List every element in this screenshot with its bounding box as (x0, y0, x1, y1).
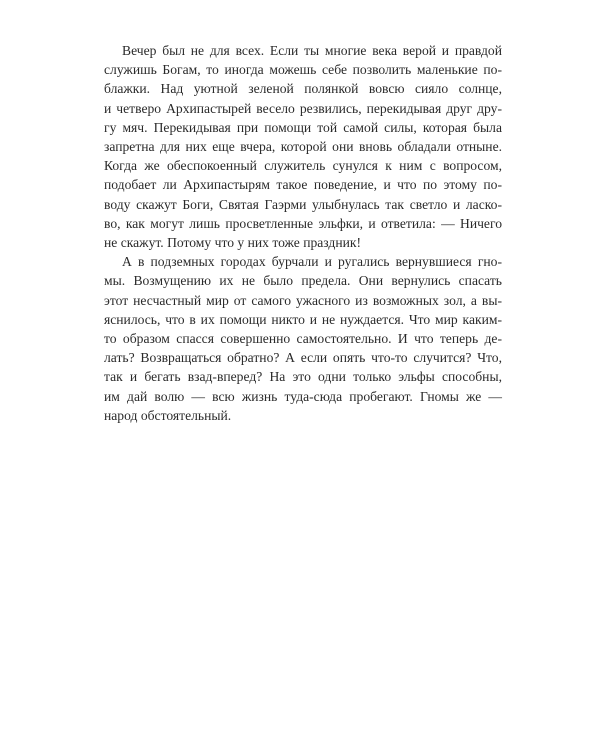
text-line: подобает ли Архипастырям такое поведение, и что по этому по- (104, 177, 502, 193)
text-line: Вечер был не для всех. Если ты многие века верой и правдой (122, 43, 502, 58)
text-line: то образом спасся совершенно самостоятельно. И что теперь де- (104, 331, 502, 347)
text-line: лать? Возвращаться обратно? А если опять что-то случится? Что, (104, 350, 502, 366)
text-line: и четверо Архипастырей весело резвились, перекидывая друг дру- (104, 100, 502, 116)
paragraph-1 (104, 41, 502, 252)
paragraph-2 (104, 252, 502, 425)
text-line: блажки. Над уютной зеленой полянкой вовсю сияло солнце, (104, 81, 502, 97)
text-line: Когда же обеспокоенный служитель сунулся к ним с вопросом, (104, 158, 502, 174)
text-line: так и бегать взад-вперед? На это одни только эльфы способны, (104, 369, 502, 385)
text-line: не скажут. Потому что у них тоже праздник! (104, 235, 362, 251)
text-line: А в подземных городах бурчали и ругались вернувшиеся гно- (122, 254, 502, 270)
text-line: этот несчастный мир от самого ужасного из возможных зол, а вы- (104, 292, 502, 308)
text-line: народ обстоятельный. (104, 407, 232, 423)
text-line: яснилось, что в их помощи никто и не нуждается. Что мир каким- (104, 311, 502, 327)
text-line: воду скажут Боги, Святая Гаэрми улыбнулась так светло и ласко- (104, 196, 502, 212)
text-line: гу мяч. Перекидывая при помощи той самой силы, которая была (104, 119, 502, 135)
text-line: запретна для них еще вчера, которой они вновь обладали отныне. (104, 139, 502, 155)
text-line: служишь Богам, то иногда можешь себе позволить маленькие по- (104, 62, 502, 78)
text-line: во, как могут лишь просветленные эльфки, и ответила: — Ничего (104, 215, 502, 231)
text-line: мы. Возмущению их не было предела. Они вернулись спасать (104, 273, 502, 289)
text-line: им дай волю — всю жизнь туда-сюда пробегают. Гномы же — (104, 388, 502, 404)
body-text (104, 41, 502, 425)
